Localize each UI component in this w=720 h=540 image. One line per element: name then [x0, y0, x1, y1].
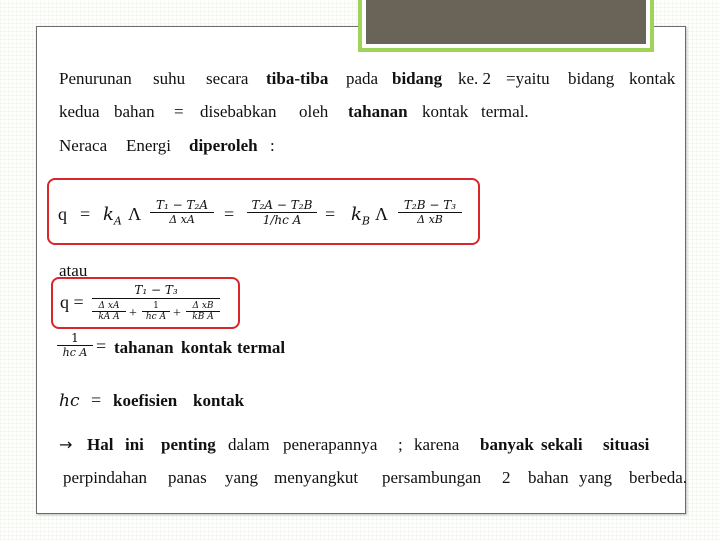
word: bidang: [392, 69, 443, 88]
word: Neraca: [59, 136, 108, 155]
word: pada: [346, 69, 379, 88]
word: ;: [398, 435, 403, 454]
word: ini: [125, 435, 144, 454]
fraction: T₂B − T₃ Δ xB: [398, 198, 462, 226]
word: kontak: [193, 391, 245, 410]
word: menyangkut: [274, 468, 359, 487]
word: termal: [237, 338, 286, 357]
word: bidang: [568, 69, 615, 88]
eq-symbol: =: [96, 336, 107, 356]
word: yang: [225, 468, 259, 487]
word: situasi: [603, 435, 650, 454]
word: :: [270, 136, 275, 155]
word: secara: [206, 69, 249, 88]
fraction: T₁ − T₂A Δ xA: [150, 198, 214, 226]
word: perpindahan: [63, 468, 148, 487]
word: panas: [168, 468, 207, 487]
word: bahan: [114, 102, 155, 121]
word: penerapannya: [283, 435, 378, 454]
word: persambungan: [382, 468, 482, 487]
word: diperoleh: [189, 136, 258, 155]
word: tahanan: [114, 338, 174, 357]
word: Energi: [126, 136, 172, 155]
word: penting: [161, 435, 216, 454]
title-placeholder: [366, 0, 646, 44]
word: kontak: [181, 338, 233, 357]
eq-symbol: =: [224, 204, 235, 224]
fraction: 1 hc A: [142, 301, 170, 322]
fraction: 1 hc A: [57, 331, 93, 359]
fraction: T₁ − T₃: [92, 283, 220, 299]
eq-symbol: $k_B$: [351, 204, 371, 228]
eq-symbol: +: [173, 306, 181, 321]
eq-symbol: =: [80, 204, 91, 224]
eq-symbol: Λ: [128, 204, 142, 224]
word: =: [174, 102, 184, 121]
word: bahan: [528, 468, 569, 487]
eq-symbol: =: [91, 390, 102, 410]
word: kontak: [422, 102, 469, 121]
atau-label: atau: [59, 261, 88, 280]
word: oleh: [299, 102, 329, 121]
word: karena: [414, 435, 460, 454]
word: kontak: [629, 69, 676, 88]
word: suhu: [153, 69, 186, 88]
word: sekali: [541, 435, 583, 454]
eq-symbol: hc: [59, 391, 80, 411]
eq-symbol: q: [58, 204, 67, 224]
word: Hal: [87, 435, 114, 454]
word: dalam: [228, 435, 270, 454]
word: berbeda.: [629, 468, 688, 487]
word: 2: [502, 468, 511, 487]
fraction: T₂A − T₂B 1/hc A: [247, 198, 317, 227]
word: =yaitu: [506, 69, 550, 88]
word: yang: [579, 468, 613, 487]
fraction: Δ xA kA A: [92, 301, 126, 322]
word: ke. 2: [458, 69, 492, 88]
eq-symbol: $k_A$: [103, 204, 122, 228]
word: tahanan: [348, 102, 408, 121]
eq-symbol: =: [325, 204, 336, 224]
word: disebabkan: [200, 102, 277, 121]
word: banyak: [480, 435, 534, 454]
eq-symbol: q =: [60, 292, 84, 312]
word: Penurunan: [59, 69, 132, 88]
eq-symbol: Λ: [375, 204, 389, 224]
word: kedua: [59, 102, 100, 121]
fraction: Δ xB kB A: [186, 301, 220, 322]
word: tiba-tiba: [266, 69, 329, 88]
eq-symbol: +: [129, 306, 137, 321]
word: termal.: [481, 102, 529, 121]
word: koefisien: [113, 391, 178, 410]
arrow-icon: →: [59, 435, 73, 454]
